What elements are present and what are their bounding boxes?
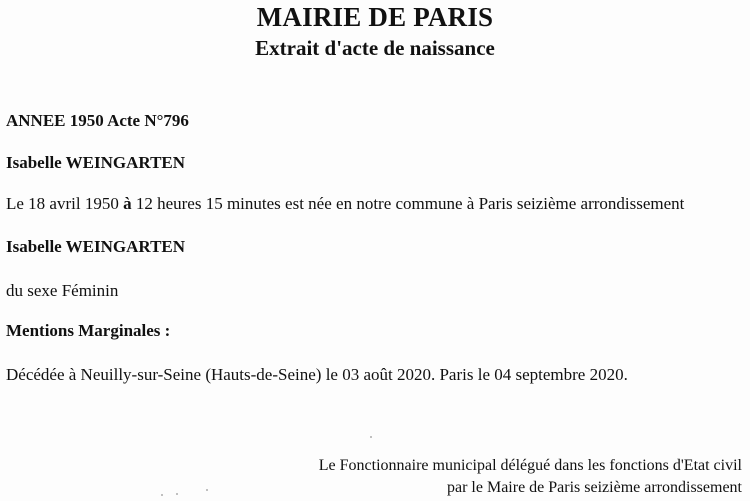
sex-statement: du sexe Féminin [6,281,119,300]
scan-speck [206,489,208,491]
signature-line-2: par le Maire de Paris seizième arrondissement [447,479,742,496]
scan-speck [176,493,178,495]
signature-line-1: Le Fonctionnaire municipal délégué dans les fonctions d'Etat civil [318,457,742,474]
person-name: Isabelle WEINGARTEN [6,237,186,256]
scan-speck [370,436,372,438]
person-name-heading: Isabelle WEINGARTEN [6,153,186,172]
death-mention: Décédée à Neuilly-sur-Seine (Hauts-de-Seine) le 03 août 2020. Paris le 04 septembre 2020. [6,365,628,384]
birth-statement-prefix: Le 18 avril 1950 [6,194,124,213]
document-title: MAIRIE DE PARIS [256,2,494,32]
marginal-mentions-heading: Mentions Marginales : [6,321,171,340]
scan-speck [161,494,163,496]
birth-statement-emphasis: à [123,194,132,213]
birth-statement-suffix: 12 heures 15 minutes est née en notre commune à Paris seizième arrondissement [131,194,685,213]
birth-statement [6,194,684,214]
document-subtitle: Extrait d'acte de naissance [255,36,495,60]
act-year-number: ANNEE 1950 Acte N°796 [6,111,189,130]
